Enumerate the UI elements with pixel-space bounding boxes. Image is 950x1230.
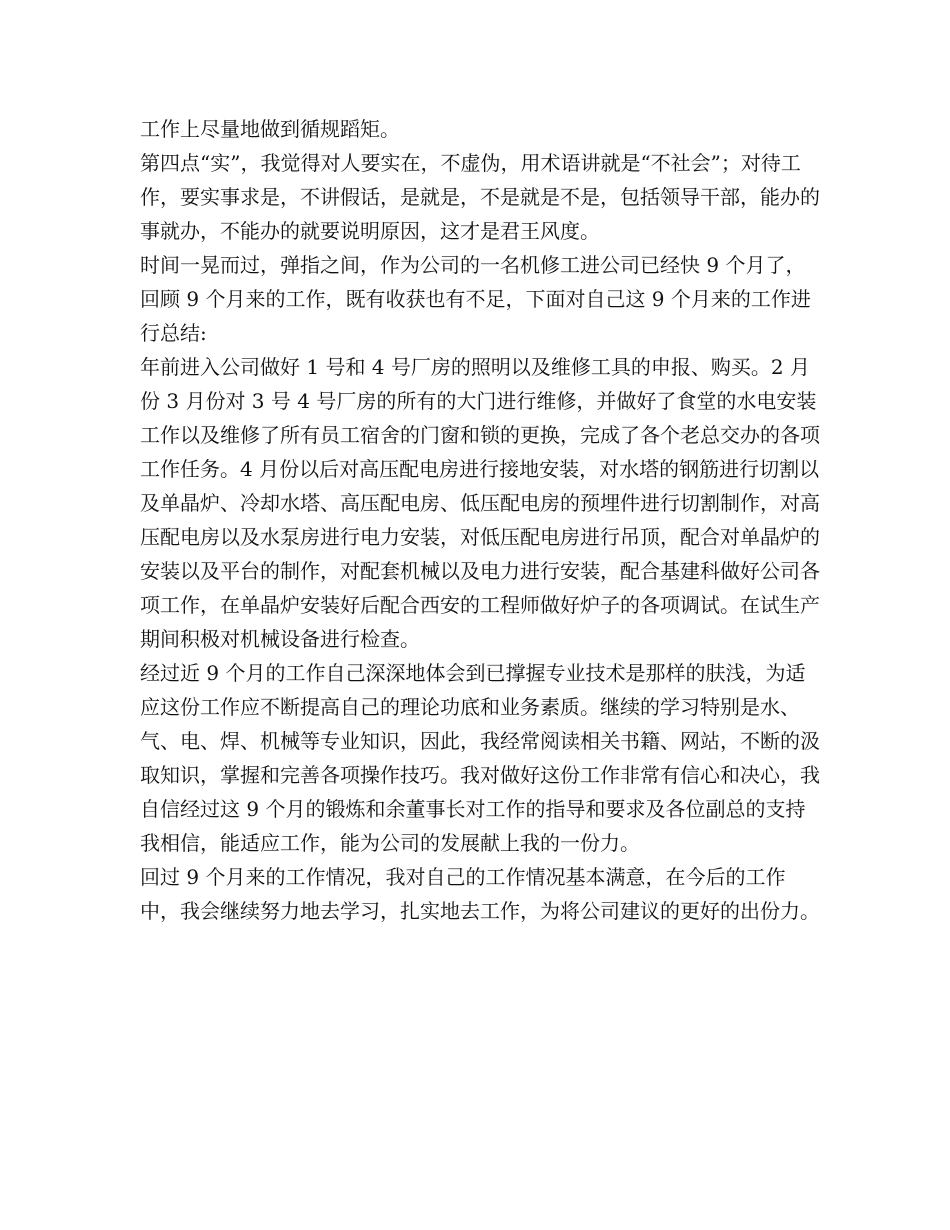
paragraph-6: 回过 9 个月来的工作情况，我对自己的工作情况基本满意，在今后的工作中，我会继续努力地去学习，扎实地去工作，为将公司建议的更好的出份力。: [140, 865, 820, 923]
paragraph-5: 经过近 9 个月的工作自己深深地体会到已撑握专业技术是那样的肤浅，为适应这份工作应不断提高自己的理论功底和业务素质。继续的学习特别是水、气、电、焊、机械等专业知识，因此，我经常阅读相关书籍、网站，不断的汲取知识，掌握和完善各项操作技巧。我对做好这份工作非常有信心和决心，我自信经过这 9 个月的锻炼和余董事长对工作的指导和要求及各位副总的支持我相信，能适应工作，能为公司的发展献上我的一份力。: [140, 661, 820, 855]
paragraph-1: 工作上尽量地做到循规蹈矩。: [140, 117, 400, 141]
paragraph-2: 第四点“实”，我觉得对人要实在，不虚伪，用术语讲就是“不社会”；对待工作，要实事求是，不讲假话，是就是，不是就是不是，包括领导干部，能办的事就办，不能办的就要说明原因，这才是君王风度。: [140, 151, 820, 243]
paragraph-3: 时间一晃而过，弹指之间，作为公司的一名机修工进公司已经快 9 个月了，回顾 9 个月来的工作，既有收获也有不足，下面对自己这 9 个月来的工作进行总结:: [140, 253, 811, 345]
document-body: [140, 112, 820, 928]
paragraph-4: 年前进入公司做好 1 号和 4 号厂房的照明以及维修工具的申报、购买。2 月份 3 月份对 3 号 4 号厂房的所有的大门进行维修，并做好了食堂的水电安装工作以及维修了所有员工宿舍的门窗和锁的更换，完成了各个老总交办的各项工作任务。4 月份以后对高压配电房进行接地安装，对水塔的钢筋进行切割以及单晶炉、冷却水塔、高压配电房、低压配电房的预埋件进行切割制作，对高压配电房以及水泵房进行电力安装，对低压配电房进行吊顶，配合对单晶炉的安装以及平台的制作，对配套机械以及电力进行安装，配合基建科做好公司各项工作，在单晶炉安装好后配合西安的工程师做好炉子的各项调试。在试生产期间积极对机械设备进行检查。: [140, 355, 820, 651]
